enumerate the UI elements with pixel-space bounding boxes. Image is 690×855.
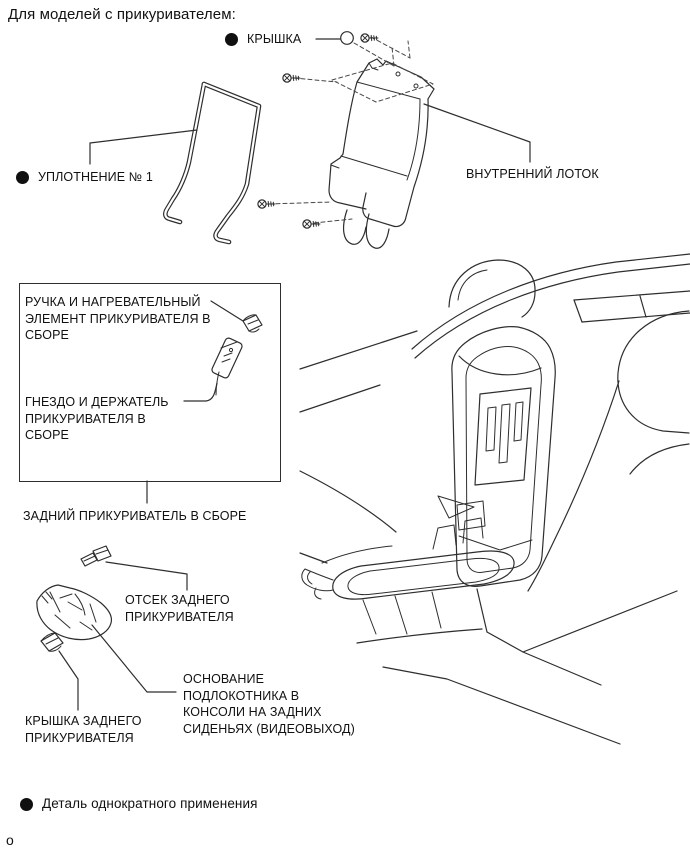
label-line: ЭЛЕМЕНТ ПРИКУРИВАТЕЛЯ В xyxy=(25,311,211,326)
rear-lighter-assembly-label: ЗАДНИЙ ПРИКУРИВАТЕЛЬ В СБОРЕ xyxy=(23,509,247,523)
seal-label-text: УПЛОТНЕНИЕ № 1 xyxy=(38,170,153,184)
label-line: ГНЕЗДО И ДЕРЖАТЕЛЬ xyxy=(25,395,169,409)
label-line: РУЧКА И НАГРЕВАТЕЛЬНЫЙ xyxy=(25,295,201,309)
rear-cover-label xyxy=(25,713,142,746)
single-use-marker-icon xyxy=(225,33,238,46)
cover-label-text: КРЫШКА xyxy=(247,32,302,46)
label-line: ПРИКУРИВАТЕЛЯ xyxy=(125,609,234,624)
armrest-opening-panel xyxy=(433,327,555,587)
armrest-base-label xyxy=(183,671,355,737)
page-title: Для моделей с прикуривателем: xyxy=(8,6,236,23)
label-line: СБОРЕ xyxy=(25,428,69,442)
single-use-marker-icon xyxy=(16,171,29,184)
cover-label xyxy=(225,31,301,48)
assembly-guides xyxy=(269,37,433,223)
label-line: ПРИКУРИВАТЕЛЯ xyxy=(25,730,134,745)
handle-heater-label xyxy=(25,294,211,344)
single-use-footnote xyxy=(20,796,258,813)
cover-cap-part xyxy=(341,32,354,45)
seal-label xyxy=(16,169,153,186)
screw-fasteners xyxy=(258,32,378,228)
label-line: КОНСОЛИ НА ЗАДНИХ xyxy=(183,705,322,719)
label-line: ОТСЕК ЗАДНЕГО xyxy=(125,593,230,607)
label-line: СБОРЕ xyxy=(25,328,69,342)
single-use-marker-icon xyxy=(20,798,33,811)
storage-tray xyxy=(302,546,514,634)
label-line: СИДЕНЬЯХ (ВИДЕОВЫХОД) xyxy=(183,721,355,736)
inner-tray-label: ВНУТРЕННИЙ ЛОТОК xyxy=(466,167,599,181)
compartment-part xyxy=(81,546,111,566)
label-line: ПРИКУРИВАТЕЛЯ В xyxy=(25,411,146,426)
seal-part xyxy=(165,84,259,242)
page-marker: o xyxy=(6,832,14,848)
armrest-base-part xyxy=(37,585,112,640)
socket-holder-label xyxy=(25,394,169,444)
label-line: ОСНОВАНИЕ xyxy=(183,672,265,686)
footnote-text: Деталь однократного применения xyxy=(42,796,258,811)
label-line: ПОДЛОКОТНИКА В xyxy=(183,688,300,703)
seat-console-scene xyxy=(300,254,690,744)
label-line: КРЫШКА ЗАДНЕГО xyxy=(25,714,142,728)
compartment-label xyxy=(125,592,234,625)
